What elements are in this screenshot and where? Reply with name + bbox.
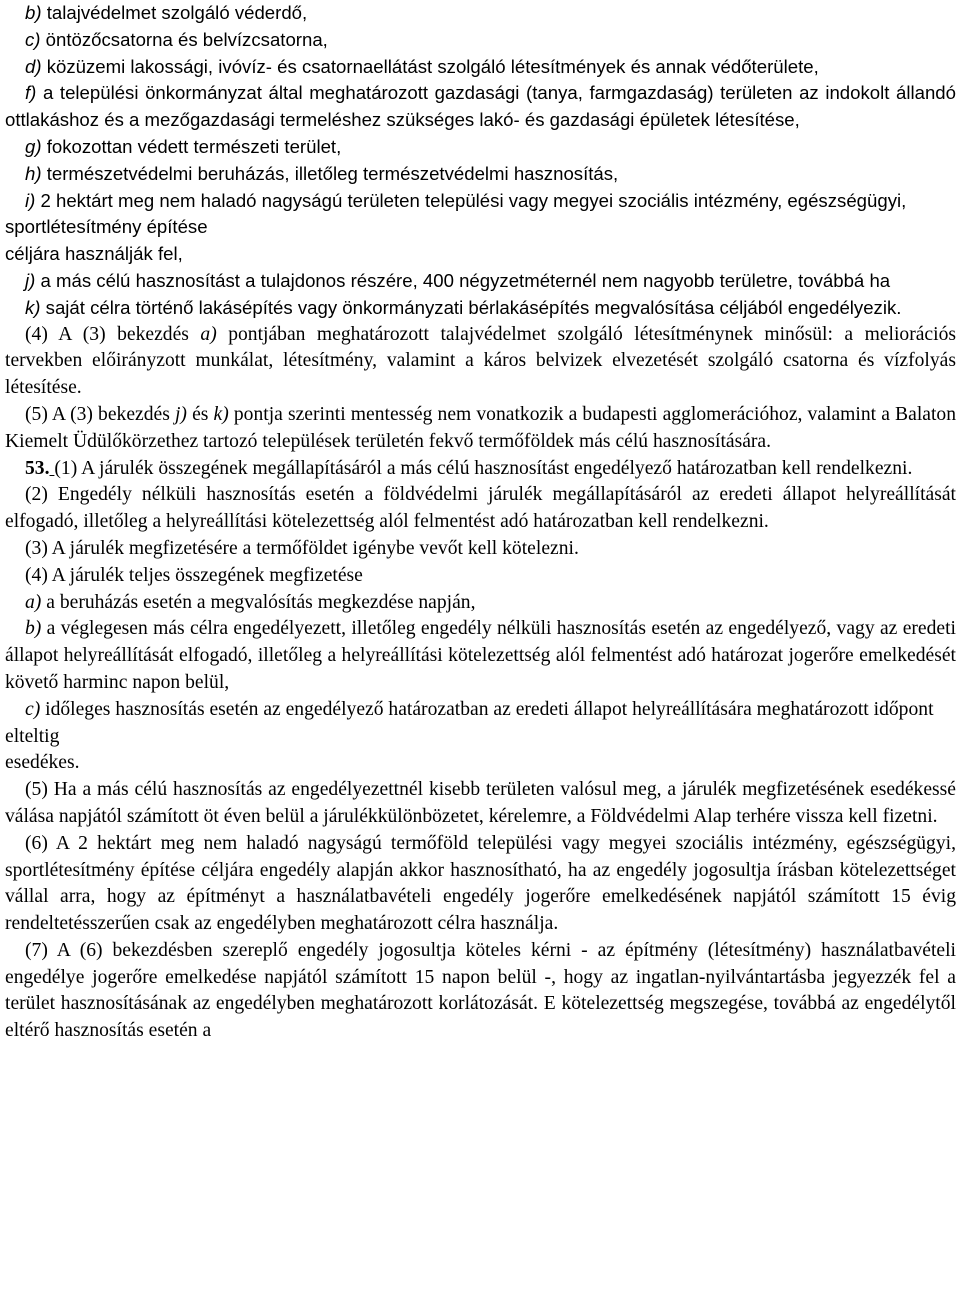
section-53-paragraph-4: (4) A járulék teljes összegének megfizetése bbox=[25, 564, 363, 586]
list-item-j: j) a más célú hasznosítást a tulajdonos részére, 400 négyzetméternél nem nagyobb területre, továbbá ha bbox=[25, 269, 891, 291]
section-53-paragraph-1: 53. (1) A járulék összegének megállapításáról a más célú hasznosítást engedélyező határozatban kell rendelkezni. bbox=[25, 457, 913, 479]
section-53-paragraph-7: (7) A (6) bekezdésben szereplő engedély jogosultja köteles kérni - az építmény (létesítmény) használatbavételi engedélye jogerőre emelkedése napjától számított 15 napon belül -, hogy az ingatlan-nyilvántartásba jegyezzék fel a terület hasznosításának az engedélyben meghatározott korlátozását. E kötelezettség megszegése, továbbá az engedélytől eltérő hasznosítás esetén a bbox=[5, 939, 956, 1042]
list-item-h: h) természetvédelmi beruházás, illetőleg természetvédelmi hasznosítás, bbox=[25, 162, 619, 184]
section-number: 53. bbox=[25, 457, 50, 479]
section-53-paragraph-6: (6) A 2 hektárt meg nem haladó nagyságú termőföld települési vagy megyei szociális intézmény, egészségügyi, sportlétesítmény építése céljára engedély alapján akkor hasznosítható, ha az engedély jogosultja írásban kötelezettséget vállal arra, hogy az építményt a használatbavételi engedély jogerőre emelkedésének napjától számított 15 évig rendeltetésszerűen csak az engedélyben meghatározott célra használja. bbox=[5, 832, 956, 935]
list-item-i: i) 2 hektárt meg nem haladó nagyságú területen települési vagy megyei szociális intézmény, egészségügyi, sportlétesítmény építése bbox=[5, 189, 907, 238]
list-item-c: c) öntözőcsatorna és belvízcsatorna, bbox=[25, 28, 328, 50]
section-53-paragraph-3: (3) A járulék megfizetésére a termőföldet igénybe vevőt kell kötelezni. bbox=[25, 537, 579, 559]
list-item-f: f) a települési önkormányzat által meghatározott gazdasági (tanya, farmgazdaság) területen az indokolt állandó ottlakáshoz és a mezőgazdasági termeléshez szükséges lakó- és gazdasági épületek létesítése, bbox=[5, 82, 956, 131]
paragraph-5: (5) A (3) bekezdés j) és k) pontja szerinti mentesség nem vonatkozik a budapesti agglomerációhoz, valamint a Balaton Kiemelt Üdülőkörzethez tartozó települések területén fekvő termőföldek más célú hasznosítására. bbox=[5, 403, 957, 452]
list-item-b: b) talajvédelmet szolgáló véderdő, bbox=[25, 2, 308, 23]
section-53-paragraph-5: (5) Ha a más célú hasznosítás az engedélyezettnél kisebb területen valósul meg, a járulék megfizetésének esedékessé válása napjától számított öt éven belül a járulékkülönbözetet, kérelemre, a Földvédelmi Alap terhére vissza kell fizetni. bbox=[5, 779, 956, 827]
payment-item-c: c) időleges hasznosítás esetén az engedélyező határozatban az eredeti állapot helyreállítására meghatározott időpont elteltig bbox=[5, 698, 934, 747]
payment-item-a: a) a beruházás esetén a megvalósítás megkezdése napján, bbox=[25, 591, 476, 613]
list-item-d: d) közüzemi lakossági, ivóvíz- és csatornaellátást szolgáló létesítmények és annak védőterülete, bbox=[25, 55, 819, 77]
list-item-g: g) fokozottan védett természeti terület, bbox=[25, 135, 342, 157]
section-53-paragraph-2: (2) Engedély nélküli hasznosítás esetén a földvédelmi járulék megállapításáról az eredeti állapot helyreállítását elfogadó, illetőleg a helyreállítási kötelezettség alól felmentést adó határozatban kell rendelkezni. bbox=[5, 484, 956, 533]
paragraph-4: (4) A (3) bekezdés a) pontjában meghatározott talajvédelmet szolgáló létesítménynek minősül: a meliorációs tervekben előirányzott munkálat, létesítmény, valamint a káros belvizek elvezetését szolgáló csatorna és vízfolyás létesítése. bbox=[5, 323, 956, 399]
list-item-k: k) saját célra történő lakásépítés vagy önkormányzati bérlakásépítés megvalósítása céljából engedélyezik. bbox=[25, 296, 902, 318]
due-line: esedékes. bbox=[5, 752, 80, 774]
purpose-line: céljára használják fel, bbox=[5, 243, 183, 265]
payment-item-b: b) a véglegesen más célra engedélyezett, illetőleg engedély nélküli hasznosítás esetén az engedélyező, vagy az eredeti állapot helyreállítását elfogadó, illetőleg a helyreállítási kötelezettség alól felmentést adó határozat jogerőre emelkedését követő harminc napon belül, bbox=[5, 618, 956, 693]
